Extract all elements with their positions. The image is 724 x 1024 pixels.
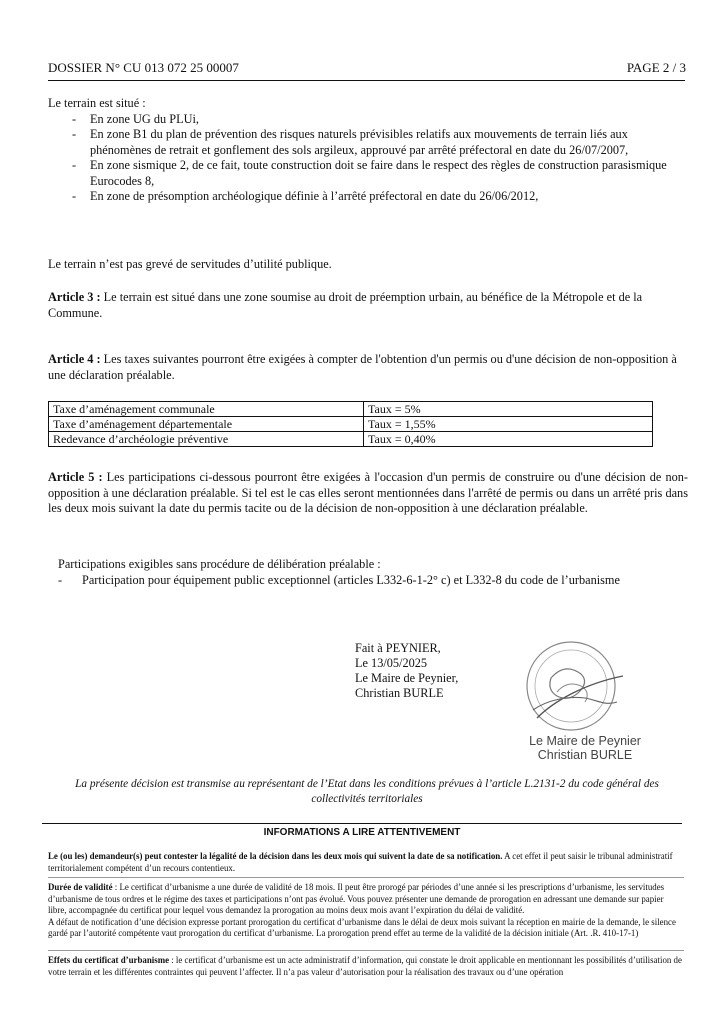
tax-rate: Taux = 0,40% xyxy=(364,432,653,447)
info-rule xyxy=(42,823,682,824)
article-5-label: Article 5 : xyxy=(48,470,103,484)
validity-paragraph xyxy=(48,882,684,940)
article-4-text: Les taxes suivantes pourront être exigées à compter de l'obtention d'un permis ou d'une décision de non-opposition à une déclaration préalable. xyxy=(48,352,677,382)
contest-rest-text: A cet effet il peut saisir le tribunal administratif territorialement compétent d’un recours contentieux. xyxy=(48,851,673,873)
table-row xyxy=(49,432,653,447)
signature-title: Le Maire de Peynier, xyxy=(355,671,459,685)
validity-line xyxy=(48,882,684,917)
stamp-seal-icon xyxy=(513,640,633,740)
list-item-text: En zone sismique 2, de ce fait, toute construction doit se faire dans le respect des règles de construction parasismique Eurocodes 8, xyxy=(90,158,667,188)
article-4-label: Article 4 : xyxy=(48,352,101,366)
list-item: - En zone sismique 2, de ce fait, toute construction doit se faire dans le respect des règles de construction parasismique Eurocodes 8, xyxy=(72,158,667,188)
page-number: PAGE 2 / 3 xyxy=(626,60,686,75)
effects-label: Effets du certificat d’urbanisme xyxy=(48,955,170,965)
situation-list xyxy=(48,112,688,205)
tax-name: Taxe d’aménagement départementale xyxy=(49,417,364,432)
situation-intro: Le terrain est situé : xyxy=(48,96,146,110)
situation-section xyxy=(48,96,688,205)
signature-name: Christian BURLE xyxy=(355,686,444,700)
list-item-text: En zone UG du PLUi, xyxy=(90,111,199,126)
signature-place: Fait à PEYNIER, xyxy=(355,641,441,655)
list-item: - En zone UG du PLUi, xyxy=(72,111,199,126)
list-item: - En zone B1 du plan de prévention des risques naturels prévisibles relatifs aux mouvements de terrain liés aux phénomènes de retrait et gonflement des sols argileux, approuvé par arrêté préfectoral en date du 26/07/2007, xyxy=(72,127,629,157)
info-title: INFORMATIONS A LIRE ATTENTIVEMENT xyxy=(263,827,461,838)
signature-block xyxy=(355,641,505,701)
contest-bold-text: Le (ou les) demandeur(s) peut contester la légalité de la décision dans les deux mois qui suivent la date de sa notification. xyxy=(48,851,503,861)
validity-label: Durée de validité xyxy=(48,882,113,892)
article-4 xyxy=(48,352,688,383)
list-item: - Participation pour équipement public exceptionnel (articles L332-6-1-2° c) et L332-8 du code de l’urbanisme xyxy=(58,572,620,587)
article-3-label: Article 3 : xyxy=(48,290,101,304)
contest-paragraph xyxy=(48,851,684,874)
participations-list xyxy=(58,573,688,589)
validity-text: : Le certificat d’urbanisme a une durée de validité de 18 mois. Il peut être prorogé par périodes d’une année si les prescriptions d’urbanisme, les servitudes d’urbanisme de tous ordres et le régime des taxes et participations n’ont pas évolué. Vous pouvez présenter une demande de prorogation en adressant une demande sur papier libre, accompagnée du certificat pour lequel vous demandez la prorogation au moins deux mois avant l’expiration du délai de validité. xyxy=(48,882,665,915)
list-item-text: Participation pour équipement public exceptionnel (articles L332-6-1-2° c) et L332-8 du code de l’urbanisme xyxy=(82,572,620,587)
stamp-name xyxy=(515,734,655,762)
tax-name: Redevance d’archéologie préventive xyxy=(49,432,364,447)
list-item: - En zone de présomption archéologique définie à l’arrêté préfectoral en date du 26/06/2012, xyxy=(72,189,539,203)
divider xyxy=(48,877,684,878)
article-5-text: Les participations ci-dessous pourront être exigées à l'occasion d'un permis de construire ou d'une décision de non-opposition à une déclaration préalable. Si tel est le cas elles seront mentionnées dans l'arrêté de permis ou dans un arrêté pris dans les deux mois suivant la date du permis tacite ou de la décision de non-opposition à une déclaration préalable. xyxy=(48,470,688,515)
validity-text-2: A défaut de notification d’une décision expresse portant prorogation du certificat d’urbanisme dans le délai de deux mois suivant la réception en mairie de la demande, le silence gardé par l’autorité compétente vaut prorogation du certificat d’urbanisme. La prorogation prend effet au terme de la validité de la décision initiale (Art. .R. 410-17-1) xyxy=(48,916,676,938)
signature-date: Le 13/05/2025 xyxy=(355,656,428,670)
list-item-text: En zone B1 du plan de prévention des risques naturels prévisibles relatifs aux mouvements de terrain liés aux phénomènes de retrait et gonflement des sols argileux, approuvé par arrêté préfectoral en date du 26/07/2007, xyxy=(90,127,629,157)
official-stamp xyxy=(513,640,633,740)
tax-table xyxy=(48,401,653,447)
dossier-number: DOSSIER N° CU 013 072 25 00007 xyxy=(48,60,239,75)
participations-intro: Participations exigibles sans procédure de délibération préalable : xyxy=(58,557,381,571)
divider xyxy=(48,950,684,951)
table-row xyxy=(49,417,653,432)
list-item-text: En zone de présomption archéologique définie à l’arrêté préfectoral en date du 26/06/2012, xyxy=(90,189,539,203)
article-3-text: Le terrain est situé dans une zone soumise au droit de préemption urbain, au bénéfice de la Métropole et de la Commune. xyxy=(48,290,643,320)
header-rule xyxy=(48,80,685,81)
stamp-name-line-1: Le Maire de Peynier xyxy=(529,734,641,748)
tax-rate: Taux = 1,55% xyxy=(364,417,653,432)
participations-section xyxy=(58,557,688,588)
tax-rate: Taux = 5% xyxy=(364,402,653,417)
effects-text: : le certificat d’urbanisme est un acte administratif d’information, qui constate le droit applicable en mentionnant les possibilités d’utilisation de votre terrain et les différentes contraintes qui peuvent l’affecter. Il n’a pas valeur d’autorisation pour la réalisation des travaux ou d’une opération xyxy=(48,955,682,977)
stamp-name-line-2: Christian BURLE xyxy=(537,748,633,762)
tax-name: Taxe d’aménagement communale xyxy=(49,402,364,417)
effects-paragraph xyxy=(48,955,684,978)
article-3 xyxy=(48,290,688,321)
transmission-note: La présente décision est transmise au représentant de l’Etat dans les conditions prévues à l’article L.2131-2 du code général des collectivités territoriales xyxy=(75,778,659,805)
article-5 xyxy=(48,470,688,517)
servitudes-text: Le terrain n’est pas grevé de servitudes d’utilité publique. xyxy=(48,257,332,271)
table-row xyxy=(49,402,653,417)
